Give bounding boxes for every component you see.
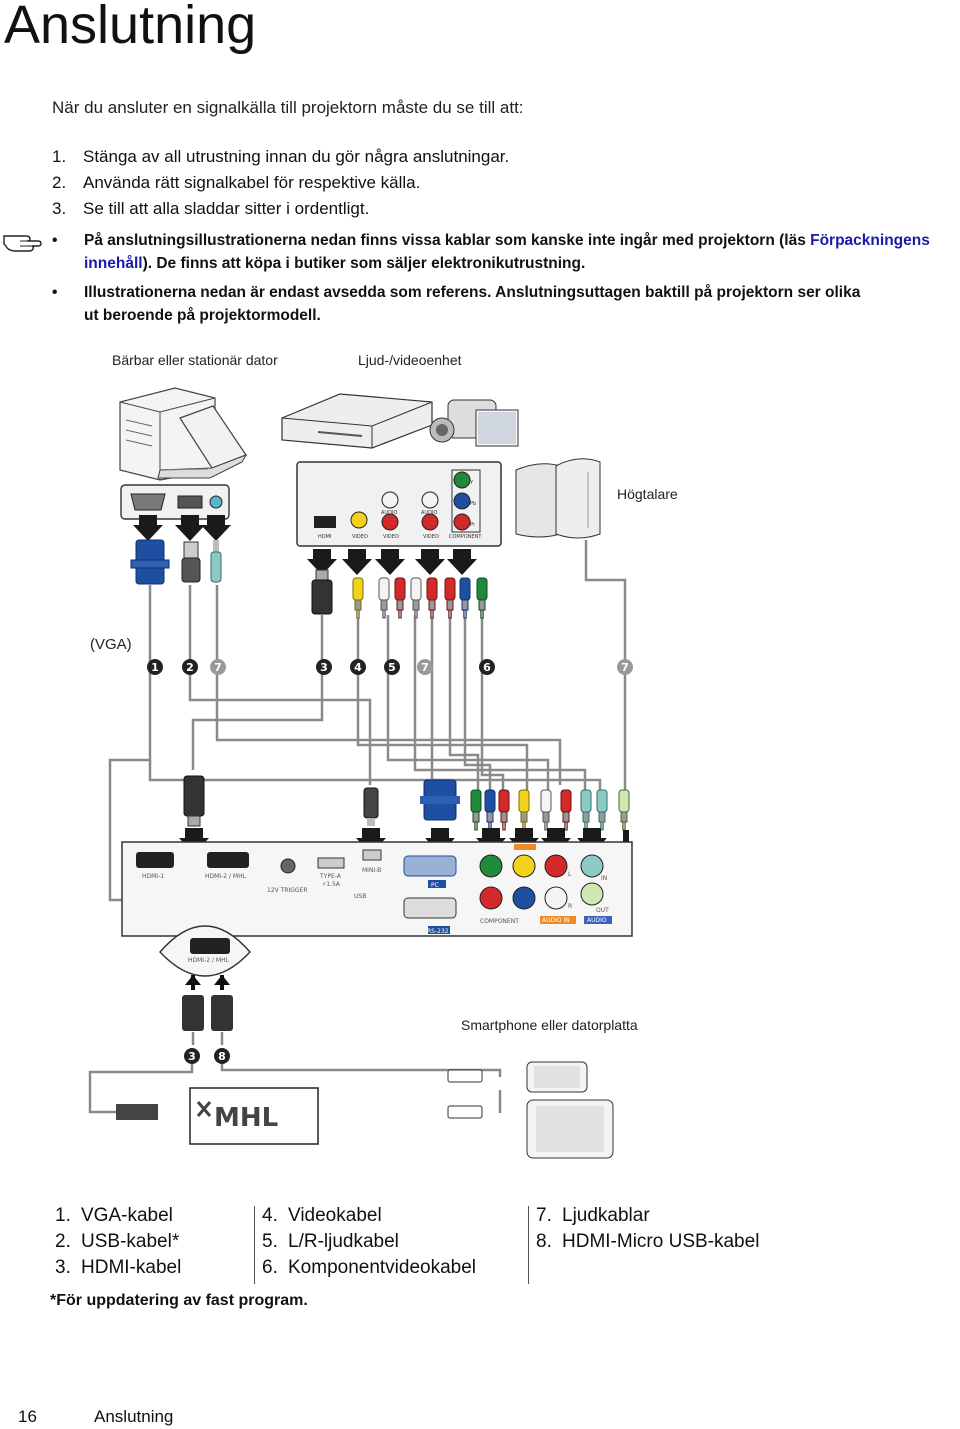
svg-text:AUDIO: AUDIO <box>381 510 398 516</box>
note-hand-icon <box>2 228 46 256</box>
svg-text:8: 8 <box>218 1050 226 1063</box>
speakers-icon <box>516 459 600 538</box>
av-source-panel <box>297 462 501 546</box>
svg-text:VIDEO: VIDEO <box>352 534 368 540</box>
svg-text:6: 6 <box>483 661 491 674</box>
audio-jack-connector-icon <box>211 540 221 582</box>
label-speakers: Högtalare <box>617 486 678 502</box>
svg-text:HDMI: HDMI <box>318 534 332 540</box>
dvd-player-icon <box>282 394 432 448</box>
label-smartphone: Smartphone eller datorplatta <box>461 1017 638 1033</box>
label-vga: (VGA) <box>90 636 132 653</box>
marker-2 <box>182 659 198 675</box>
steps-list <box>52 146 509 224</box>
svg-text:7: 7 <box>621 661 629 674</box>
marker-3 <box>316 659 332 675</box>
marker-7c <box>617 659 633 675</box>
hdmi-plugs-mhl-icon <box>182 995 233 1031</box>
svg-text:MHL: MHL <box>214 1103 279 1133</box>
legend-item: 8. HDMI-Micro USB-kabel <box>536 1231 760 1252</box>
svg-text:AUDIO: AUDIO <box>587 917 607 924</box>
legend-column-1 <box>55 1203 181 1281</box>
legend-item: 4. Videokabel <box>262 1205 382 1226</box>
svg-text:5: 5 <box>388 661 396 674</box>
svg-text:HDMI-2 / MHL: HDMI-2 / MHL <box>205 873 246 880</box>
legend-item: 7. Ljudkablar <box>536 1205 650 1226</box>
legend-divider <box>254 1206 255 1284</box>
marker-6 <box>479 659 495 675</box>
svg-text:Y: Y <box>470 480 474 486</box>
note-cables: • På anslutningsillustrationerna nedan finns vissa kablar som kanske inte ingår med projektorn (läs Förpackningens innehåll). De finns att köpa i butiker som säljer elektronikutrustning. <box>52 232 930 272</box>
svg-text:VIDEO: VIDEO <box>383 534 399 540</box>
camcorder-icon <box>430 400 518 446</box>
vga-connector-icon <box>131 540 169 584</box>
intro-text: När du ansluter en signalkälla till projektorn måste du se till att: <box>52 98 524 117</box>
legend-item: 3. HDMI-kabel <box>55 1257 182 1278</box>
footer-section: Anslutning <box>94 1407 174 1426</box>
svg-text:12V TRIGGER: 12V TRIGGER <box>267 887 308 894</box>
svg-text:3: 3 <box>320 661 328 674</box>
list-item: 2. Använda rätt signalkabel för respektive källa. <box>52 173 421 192</box>
marker-4 <box>350 659 366 675</box>
footnote: *För uppdatering av fast program. <box>50 1292 308 1309</box>
projector-rear-panel <box>122 842 632 936</box>
svg-text:L: L <box>568 871 572 878</box>
svg-text:AUDIO IN: AUDIO IN <box>542 917 570 924</box>
svg-text:R: R <box>568 903 573 910</box>
note-reference: • Illustrationerna nedan är endast avsedda som referens. Anslutningsuttagen baktill på projektorn ser olika ut beroende på projektormodell. <box>52 284 861 324</box>
list-item: 1. Stänga av all utrustning innan du gör några anslutningar. <box>52 147 510 166</box>
legend-column-3 <box>536 1203 759 1255</box>
svg-text:HDMI-1: HDMI-1 <box>142 873 165 880</box>
svg-text:MINI-B: MINI-B <box>362 867 382 874</box>
svg-text:VIDEO: VIDEO <box>423 534 439 540</box>
hdmi-plug-lower-icon <box>184 776 204 826</box>
legend-divider <box>528 1206 529 1284</box>
smartphone-icon <box>527 1062 587 1092</box>
svg-text:HDMI-2 / MHL: HDMI-2 / MHL <box>188 957 229 964</box>
svg-text:USB: USB <box>354 893 367 900</box>
page-number: 16 <box>18 1407 37 1426</box>
svg-text:OUT: OUT <box>596 907 609 914</box>
svg-text:7: 7 <box>214 661 222 674</box>
legend-item: 5. L/R-ljudkabel <box>262 1231 399 1252</box>
legend-item: 2. USB-kabel* <box>55 1231 180 1252</box>
label-computer: Bärbar eller stationär dator <box>112 352 278 368</box>
svg-text:COMPONENT: COMPONENT <box>449 534 482 540</box>
marker-1 <box>147 659 163 675</box>
legend-column-2 <box>262 1203 476 1281</box>
tablet-icon <box>527 1100 613 1158</box>
svg-text:⚡1.5A: ⚡1.5A <box>322 881 340 888</box>
svg-text:COMPONENT: COMPONENT <box>480 918 519 925</box>
svg-text:3: 3 <box>188 1050 196 1063</box>
svg-text:IN: IN <box>601 875 608 882</box>
marker-7b <box>417 659 433 675</box>
svg-text:2: 2 <box>186 661 194 674</box>
svg-text:RS-232: RS-232 <box>427 928 449 935</box>
hdmi-connector-icon <box>312 570 332 614</box>
label-av-device: Ljud-/videoenhet <box>358 352 462 368</box>
svg-text:4: 4 <box>354 661 362 674</box>
svg-text:TYPE-A: TYPE-A <box>320 873 341 880</box>
legend-item: 6. Komponentvideokabel <box>262 1257 477 1278</box>
packaging-link[interactable]: Förpackningens innehåll <box>84 232 930 272</box>
legend-item: 1. VGA-kabel <box>55 1205 173 1226</box>
computer-ports-panel <box>121 485 229 519</box>
svg-text:AUDIO: AUDIO <box>421 510 438 516</box>
marker-5 <box>384 659 400 675</box>
svg-text:Pr: Pr <box>470 522 475 528</box>
list-item: 3. Se till att alla sladdar sitter i ordentligt. <box>52 199 370 218</box>
mhl-adapter-icon <box>116 1088 318 1144</box>
usb-plug-lower-icon <box>364 788 378 826</box>
connection-diagram <box>0 370 960 1200</box>
svg-text:Pb: Pb <box>470 501 477 507</box>
vga-plug-lower-icon <box>420 780 460 820</box>
svg-text:7: 7 <box>421 661 429 674</box>
marker-7a <box>210 659 226 675</box>
svg-text:PC: PC <box>431 882 439 889</box>
svg-text:1: 1 <box>151 661 159 674</box>
usb-connector-icon <box>182 542 200 582</box>
page-title: Anslutning <box>4 0 257 55</box>
cable-markers <box>147 659 633 675</box>
